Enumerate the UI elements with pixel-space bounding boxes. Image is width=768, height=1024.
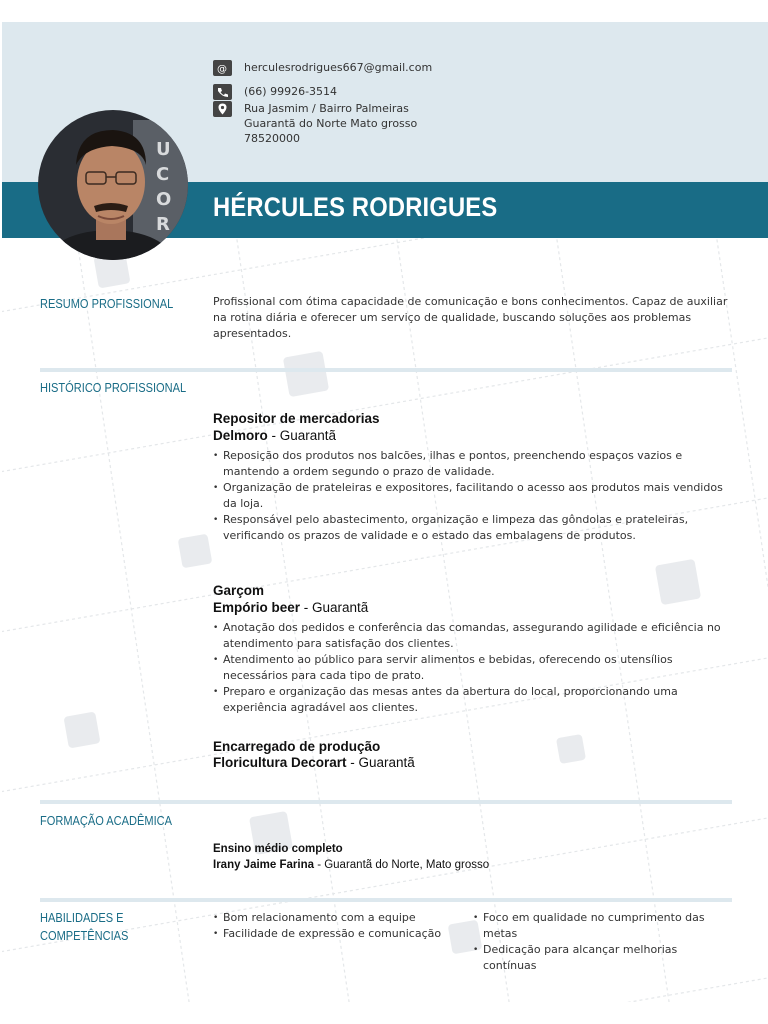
job-3-company	[213, 754, 415, 771]
job-2-location: - Guarantã	[300, 600, 369, 615]
svg-text:U: U	[156, 139, 171, 160]
job-1-company	[213, 427, 336, 444]
list-item: • Anotação dos pedidos e conferência das comandas, assegurando agilidade e eficiência no atendimento para satisfação dos clientes.	[213, 620, 733, 652]
contact-phone	[213, 84, 337, 100]
list-item: • Reposição dos produtos nos balcões, ilhas e pontos, preenchendo espaços vazios e mantendo a ordem segundo o prazo de validade.	[213, 448, 733, 480]
svg-text:@: @	[217, 64, 227, 74]
phone-icon	[213, 84, 232, 100]
education-school-name: Irany Jaime Farina	[213, 859, 314, 871]
history-section-title: HISTÓRICO PROFISSIONAL	[40, 380, 187, 395]
phone-text: (66) 99926-3514	[244, 85, 338, 98]
education-section-title: FORMAÇÃO ACADÊMICA	[40, 813, 173, 828]
svg-text:R: R	[156, 214, 170, 235]
job-2-role: Garçom	[213, 583, 265, 598]
skills-column-1	[213, 910, 463, 942]
list-item: • Organização de prateleiras e expositores, facilitando o acesso aos produtos mais vendidos da loja.	[213, 480, 733, 512]
list-item: • Foco em qualidade no cumprimento das metas	[473, 910, 723, 942]
job-1-bullets	[213, 448, 733, 544]
address-line-2: Guarantã do Norte Mato grosso	[244, 117, 418, 130]
summary-text: Profissional com ótima capacidade de comunicação e bons conhecimentos. Capaz de auxiliar na rotina diária e oferecer um serviço de qualidade, buscando soluções aos problemas apresentados.	[213, 295, 728, 340]
section-divider	[40, 368, 732, 372]
education-location: - Guarantã do Norte, Mato grosso	[314, 859, 490, 871]
list-item: • Preparo e organização das mesas antes da abertura do local, proporcionando uma experiência agradável aos clientes.	[213, 684, 733, 716]
job-3-role: Encarregado de produção	[213, 739, 381, 754]
education-school	[213, 859, 489, 871]
list-item: • Bom relacionamento com a equipe	[213, 910, 463, 926]
profile-photo	[38, 110, 188, 260]
education-course: Ensino médio completo	[213, 843, 343, 855]
section-divider	[40, 800, 732, 804]
contact-email	[213, 60, 432, 76]
svg-text:C: C	[156, 164, 170, 185]
section-divider	[40, 898, 732, 902]
job-2-bullets	[213, 620, 733, 716]
list-item: • Responsável pelo abastecimento, organização e limpeza das gôndolas e prateleiras, verificando os prazos de validade e o estado das embalagens de produtos.	[213, 512, 733, 544]
address-line-3: 78520000	[244, 132, 300, 145]
job-3-location: - Guarantã	[346, 755, 415, 770]
job-1-company-name: Delmoro	[213, 428, 268, 443]
resume-page	[2, 22, 768, 1002]
svg-text:O: O	[156, 189, 172, 210]
job-1-location: - Guarantã	[267, 428, 337, 443]
list-item: • Dedicação para alcançar melhorias contínuas	[473, 942, 723, 974]
candidate-name: HÉRCULES RODRIGUES	[213, 192, 498, 222]
skills-section-title-line-2: COMPETÊNCIAS	[40, 928, 129, 943]
email-icon	[213, 60, 232, 76]
skills-column-2	[473, 910, 723, 974]
job-1-role: Repositor de mercadorias	[213, 411, 380, 426]
summary-section-title: RESUMO PROFISSIONAL	[40, 296, 174, 311]
job-2-company-name: Empório beer	[213, 600, 301, 615]
email-text: herculesrodrigues667@gmail.com	[244, 61, 433, 74]
skills-section-title-line-1: HABILIDADES E	[40, 910, 124, 925]
contact-address	[213, 101, 417, 146]
job-3-company-name: Floricultura Decorart	[213, 755, 347, 770]
list-item: • Atendimento ao público para servir alimentos e bebidas, oferecendo os utensílios necessários para cada tipo de prato.	[213, 652, 733, 684]
location-icon	[213, 101, 232, 117]
list-item: • Facilidade de expressão e comunicação	[213, 926, 463, 942]
job-2-company	[213, 599, 368, 616]
address-line-1: Rua Jasmim / Bairro Palmeiras	[244, 102, 409, 115]
